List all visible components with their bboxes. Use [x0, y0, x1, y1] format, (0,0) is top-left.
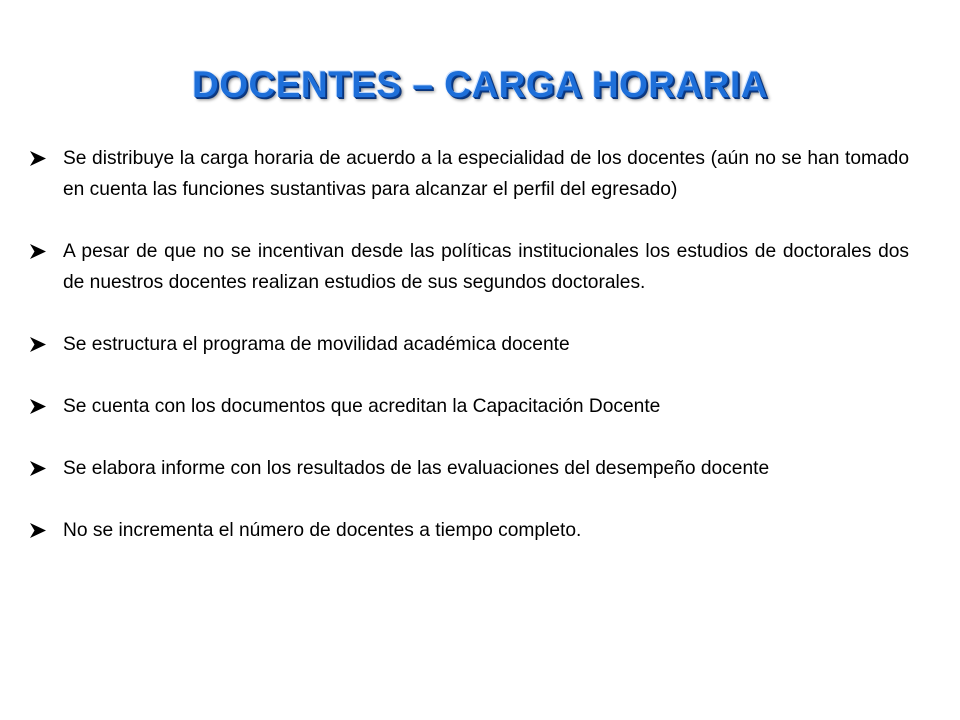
- arrowhead-bullet-icon: [29, 522, 47, 539]
- bullet-item: [29, 329, 909, 360]
- bullet-item: [29, 515, 909, 546]
- bullet-item: [29, 143, 909, 205]
- arrowhead-bullet-icon: [29, 460, 47, 477]
- bullet-item: [29, 391, 909, 422]
- bullet-item: [29, 453, 909, 484]
- arrowhead-bullet-icon: [29, 150, 47, 167]
- arrowhead-bullet-icon: [29, 243, 47, 260]
- bullet-text: A pesar de que no se incentivan desde las políticas institucionales los estudios de doctorales dos de nuestros docentes realizan estudios de sus segundos doctorales.: [63, 241, 909, 293]
- bullet-text: Se cuenta con los documentos que acreditan la Capacitación Docente: [63, 396, 661, 417]
- arrowhead-bullet-icon: [29, 398, 47, 415]
- bullet-text: Se distribuye la carga horaria de acuerdo a la especialidad de los docentes (aún no se han tomado en cuenta las funciones sustantivas para alcanzar el perfil del egresado): [63, 148, 909, 200]
- bullet-list: [29, 143, 909, 546]
- slide-title: DOCENTES – CARGA HORARIA: [192, 64, 768, 105]
- bullet-item: [29, 236, 909, 298]
- bullet-text: Se estructura el programa de movilidad académica docente: [63, 334, 570, 355]
- arrowhead-bullet-icon: [29, 336, 47, 353]
- bullet-text: No se incrementa el número de docentes a tiempo completo.: [63, 520, 582, 541]
- bullet-text: Se elabora informe con los resultados de las evaluaciones del desempeño docente: [63, 458, 770, 479]
